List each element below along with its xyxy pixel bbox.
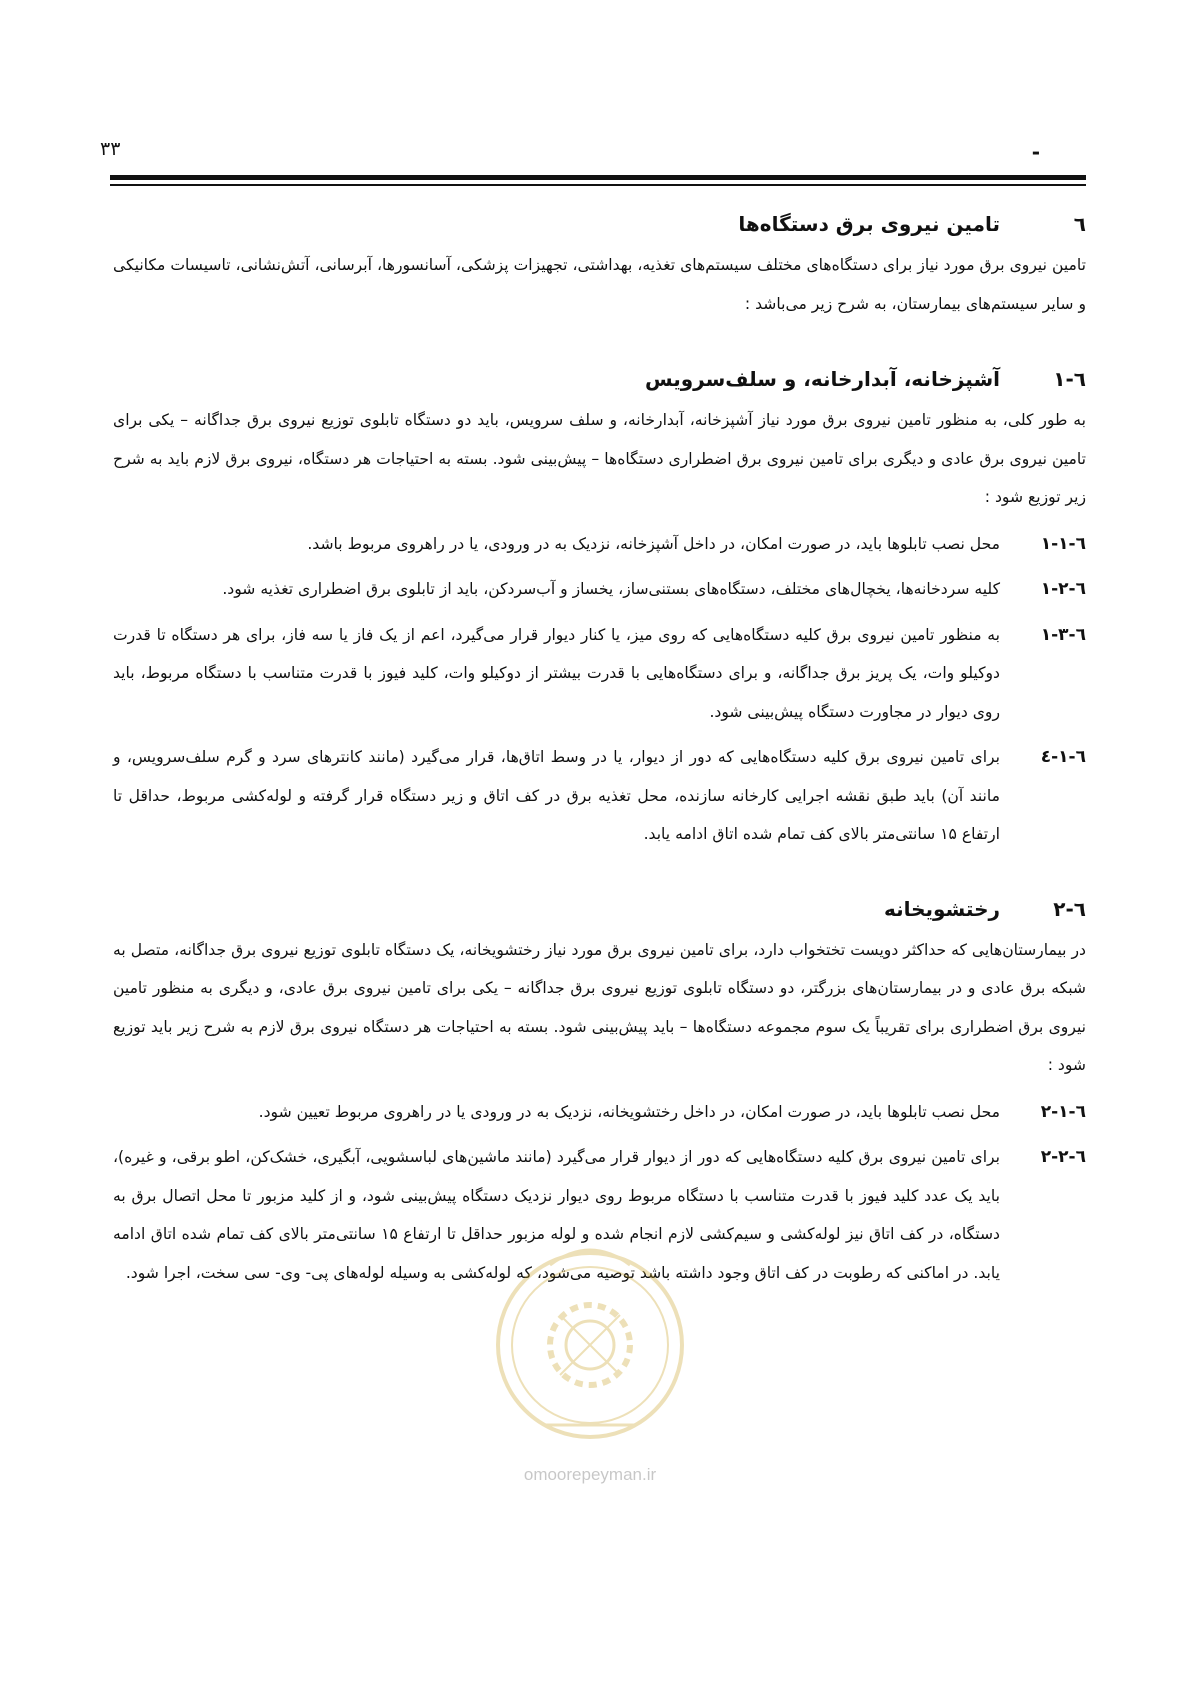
- item-text: برای تامین نیروی برق کلیه دستگاه‌هایی که دور از دیوار، یا در وسط اتاق‌ها، قرار می‌گیرد (مانند کانترهای سرد و گرم سلف‌سرویس، و مانند آن) باید طبق نقشه اجرایی کارخانه سازنده، محل تغذیه برق در کف اتاق و زیر دستگاه قرار گرفته و لوله‌کشی مربوط، حداقل تا ارتفاع ۱۵ سانتی‌متر بالای کف تمام شده اتاق ادامه یابد.: [113, 748, 1000, 843]
- section-intro: در بیمارستان‌هایی که حداکثر دویست تختخواب دارد، برای تامین نیروی برق مورد نیاز رختشویخانه، یک دستگاه تابلوی توزیع نیروی برق جداگانه، متصل به شبکه برق عادی و در بیمارستان‌های بزرگتر، دو دستگاه تابلوی توزیع نیروی برق جداگانه – یکی برای تامین نیروی برق عادی، و دیگری به منظور تامین نیروی برق اضطراری برای تقریباً یک سوم مجموعه دستگاه‌ها – باید پیش‌بینی شود. بسته به احتیاجات هر دستگاه نیروی برق لازم به شرح زیر باید توزیع شود :: [113, 940, 1086, 1074]
- header-dash: -: [1031, 140, 1040, 164]
- section-intro: به طور کلی، به منظور تامین نیروی برق مورد نیاز آشپزخانه، آبدارخانه، و سلف سرویس، باید دو دستگاه تابلوی توزیع نیروی برق جداگانه – یکی برای تامین نیروی برق عادی و دیگری برای تامین نیروی برق اضطراری دستگاه‌ها – پیش‌بینی شود. بسته به احتیاجات هر دستگاه، نیروی برق لازم باید به شرح زیر توزیع شود :: [113, 411, 1086, 506]
- item-number: ٦-۱-٤: [1040, 747, 1086, 767]
- header-rule-thick: [110, 175, 1086, 180]
- watermark-seal: [490, 1225, 690, 1495]
- page-number: ۳۳: [100, 138, 121, 160]
- section-number: ٦: [1073, 212, 1086, 236]
- item-number: ٦-۱-۳: [1040, 624, 1086, 645]
- section-heading: [113, 897, 1088, 921]
- item-text: برای تامین نیروی برق کلیه دستگاه‌هایی که دور از دیوار قرار می‌گیرد (مانند ماشین‌های لباسشویی، آبگیری، خشک‌کن، اطو برقی، و غیره)، باید یک عدد کلید فیوز با قدرت متناسب با دستگاه مربوط روی دیوار نزدیک دستگاه پیش‌بینی شود، و از کلید مزبور تا محل اتصال برق به دستگاه، در کف اتاق نیز لوله‌کشی و سیم‌کشی لازم انجام شده و لوله مزبور حداقل تا ارتفاع ۱۵ سانتی‌متر بالای کف تمام شده اتاق ادامه یابد. در اماکنی که رطوبت در کف اتاق وجود داشته باشد توصیه می‌شود، که لوله‌کشی به وسیله لوله‌های پی- وی- سی سخت، اجرا شود.: [113, 1148, 1000, 1282]
- section-title: آشپزخانه، آبدارخانه، و سلف‌سرویس: [644, 367, 1000, 391]
- list-item: [113, 570, 1088, 609]
- section-number: ٦-۲: [1053, 896, 1086, 921]
- list-item: [113, 616, 1088, 732]
- page-content: [113, 212, 1088, 1299]
- section-intro: تامین نیروی برق مورد نیاز برای دستگاه‌های مختلف سیستم‌های تغذیه، بهداشتی، تجهیزات پزشکی، آسانسورها، آبرسانی، آتش‌نشانی، تاسیسات مکانیکی و سایر سیستم‌های بیمارستان، به شرح زیر می‌باشد :: [113, 256, 1086, 313]
- seal-icon: [490, 1225, 690, 1460]
- watermark-url: omoorepeyman.ir: [523, 1465, 657, 1484]
- header-rule-thin: [110, 184, 1086, 186]
- item-text: به منظور تامین نیروی برق کلیه دستگاه‌هایی که روی میز، یا کنار دیوار قرار می‌گیرد، اعم از یک فاز یا سه فاز، برای هر دستگاه تا قدرت دوکیلو وات، یک پریز برق جداگانه، و برای دستگاه‌هایی با قدرت بیشتر از دوکیلو وات، کلید فیوز با قدرت متناسب با دستگاه مربوط، باید روی دیوار در مجاورت دستگاه پیش‌بینی شود.: [113, 625, 1000, 721]
- list-item: [113, 525, 1088, 564]
- item-number: ٦-۲-۲: [1040, 1147, 1086, 1167]
- section-number: ٦-۱: [1053, 367, 1086, 391]
- section-heading: [113, 367, 1088, 391]
- item-number: ٦-۱-۲: [1040, 579, 1086, 599]
- section-title: رختشویخانه: [883, 896, 1000, 921]
- item-number: ٦-۲-۱: [1040, 1101, 1086, 1122]
- section-heading: [113, 212, 1088, 236]
- list-item: [113, 1093, 1088, 1132]
- item-number: ٦-۱-۱: [1040, 533, 1086, 554]
- list-item: [113, 738, 1088, 854]
- section-title: تامین نیروی برق دستگاه‌ها: [738, 212, 1000, 236]
- item-text: کلیه سردخانه‌ها، یخچال‌های مختلف، دستگاه‌های بستنی‌ساز، یخساز و آب‌سردکن، باید از تابلوی برق اضطراری تغذیه شود.: [222, 580, 1000, 598]
- item-text: محل نصب تابلوها باید، در صورت امکان، در داخل آشپزخانه، نزدیک به در ورودی، یا در راهروی مربوط باشد.: [307, 534, 1000, 553]
- item-text: محل نصب تابلوها باید، در صورت امکان، در داخل رختشویخانه، نزدیک به در ورودی یا در راهروی مربوط تعیین شود.: [258, 1102, 1000, 1121]
